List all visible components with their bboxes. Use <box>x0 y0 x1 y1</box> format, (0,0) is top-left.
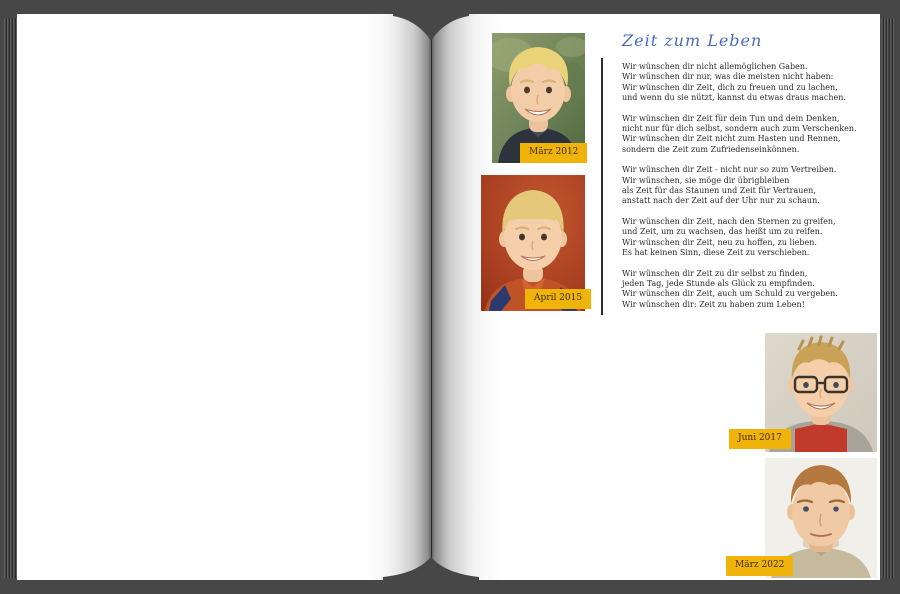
poem-line: jeden Tag, jede Stunde als Glück zu empfinden. <box>622 278 815 288</box>
poem-line: Es hat keinen Sinn, diese Zeit zu verschieben. <box>622 248 810 258</box>
poem-stanza <box>622 114 884 156</box>
page-right[interactable] <box>432 14 880 580</box>
poem-line: Wir wünschen dir Zeit, neu zu hoffen, zu lieben. <box>622 237 817 247</box>
poem-line: als Zeit für das Staunen und Zeit für Vertrauen, <box>622 186 816 196</box>
poem-stanza <box>622 217 884 259</box>
date-label-april-2015[interactable]: April 2015 <box>525 289 591 309</box>
date-label-juni-2017[interactable]: Juni 2017 <box>729 429 791 449</box>
page-title[interactable]: Zeit zum Leben <box>622 31 763 50</box>
poem-line: und wenn du sie nützt, kannst du etwas draus machen. <box>622 93 846 103</box>
poem-line: Wir wünschen, sie möge dir übrigbleiben <box>622 175 790 185</box>
poem-line: Wir wünschen dir nur, was die meisten nicht haben: <box>622 72 834 82</box>
poem-line: sondern die Zeit zum Zufriedenseinkönnen. <box>622 144 800 154</box>
date-label-maerz-2012[interactable]: März 2012 <box>520 143 587 163</box>
poem-line: Wir wünschen dir Zeit, dich zu freuen und zu lachen, <box>622 82 838 92</box>
poem-line: Wir wünschen dir Zeit - nicht nur so zum Vertreiben. <box>622 165 837 175</box>
page-stack-left-edge <box>4 18 17 578</box>
text-divider-line <box>601 58 603 315</box>
poem-line: Wir wünschen dir Zeit für dein Tun und dein Denken, <box>622 113 840 123</box>
poem-stanza <box>622 165 884 207</box>
poem-line: Wir wünschen dir: Zeit zu haben zum Leben! <box>622 299 805 309</box>
date-label-maerz-2022[interactable]: März 2022 <box>726 556 793 576</box>
poem-line: und Zeit, um zu wachsen, das heißt um zu reifen. <box>622 227 823 237</box>
poem-line: Wir wünschen dir Zeit, nach den Sternen zu greifen, <box>622 216 836 226</box>
poem-line: Wir wünschen dir Zeit, auch um Schuld zu vergeben. <box>622 289 838 299</box>
poem-line: Wir wünschen dir Zeit zu dir selbst zu finden, <box>622 268 808 278</box>
poem-line: Wir wünschen dir Zeit nicht zum Hasten und Rennen, <box>622 134 841 144</box>
poem-line: nicht nur für dich selbst, sondern auch zum Verschenken. <box>622 124 857 134</box>
poem-text-block[interactable] <box>622 62 884 320</box>
poem-stanza <box>622 62 884 104</box>
poem-line: anstatt nach der Zeit auf der Uhr nur zu schaun. <box>622 196 820 206</box>
poem-stanza <box>622 269 884 311</box>
poem-line: Wir wünschen dir nicht allemöglichen Gaben. <box>622 62 808 71</box>
page-left-blank[interactable] <box>17 14 431 580</box>
